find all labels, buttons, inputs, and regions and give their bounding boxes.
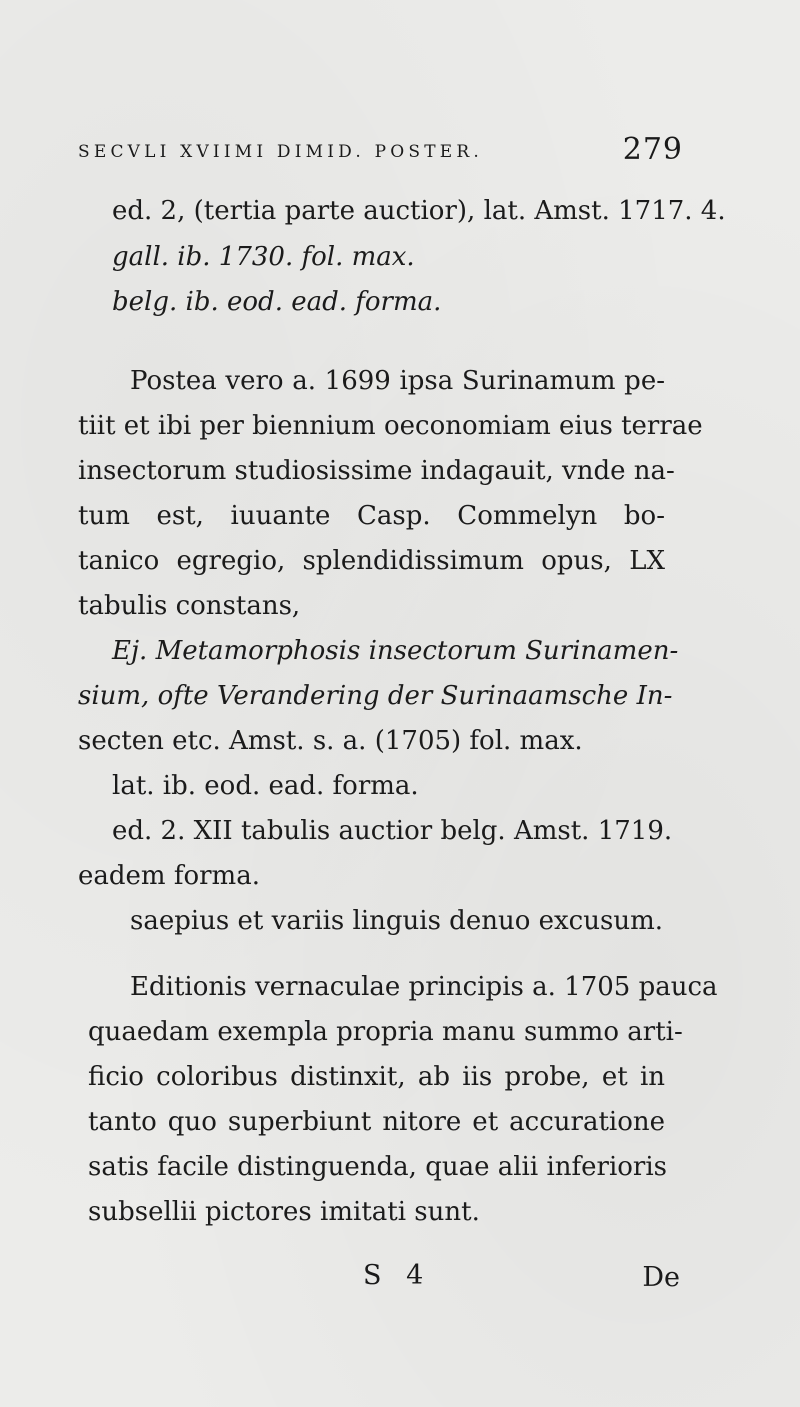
text-line: Postea vero a. 1699 ipsa Surinamum pe- [130,366,665,396]
signature-mark: S 4 [363,1260,432,1291]
page-number: 279 [622,132,683,167]
text-line: Ej. Metamorphosis insectorum Surinamen- [112,636,679,666]
text-line: subsellii pictores imitati sunt. [88,1197,480,1227]
text-line: eadem forma. [78,861,260,891]
text-line: tiit et ibi per biennium oeconomiam eius terrae [78,411,703,441]
text-line: satis facile distinguenda, quae alii inferioris [88,1152,667,1182]
text-line: ed. 2. XII tabulis auctior belg. Amst. 1719. [112,816,673,846]
text-line: tanico egregio, splendidissimum opus, LX [78,546,665,576]
catchword: De [642,1262,680,1293]
text-line: gall. ib. 1730. fol. max. [112,242,415,272]
text-line: Editionis vernaculae principis a. 1705 pauca [130,972,718,1002]
page-header [78,132,683,172]
text-line: quaedam exempla propria manu summo arti- [88,1017,683,1047]
text-line: lat. ib. eod. ead. forma. [112,771,419,801]
text-line: saepius et variis linguis denuo excusum. [130,906,663,936]
text-line: ed. 2, (tertia parte auctior), lat. Amst. 1717. 4. [112,196,726,226]
text-line: secten etc. Amst. s. a. (1705) fol. max. [78,726,583,756]
text-line: sium, ofte Verandering der Surinaamsche In- [78,681,673,711]
text-line: belg. ib. eod. ead. forma. [112,287,442,317]
text-line: tanto quo superbiunt nitore et accuratione [88,1107,665,1137]
text-line: tabulis constans, [78,591,301,621]
text-line: insectorum studiosissime indagauit, vnde na- [78,456,675,486]
text-line: tum est, iuuante Casp. Commelyn bo- [78,501,665,531]
text-line: ficio coloribus distinxit, ab iis probe, et in [88,1062,665,1092]
running-head: SECVLI XVIIMI DIMID. POSTER. [78,142,483,162]
